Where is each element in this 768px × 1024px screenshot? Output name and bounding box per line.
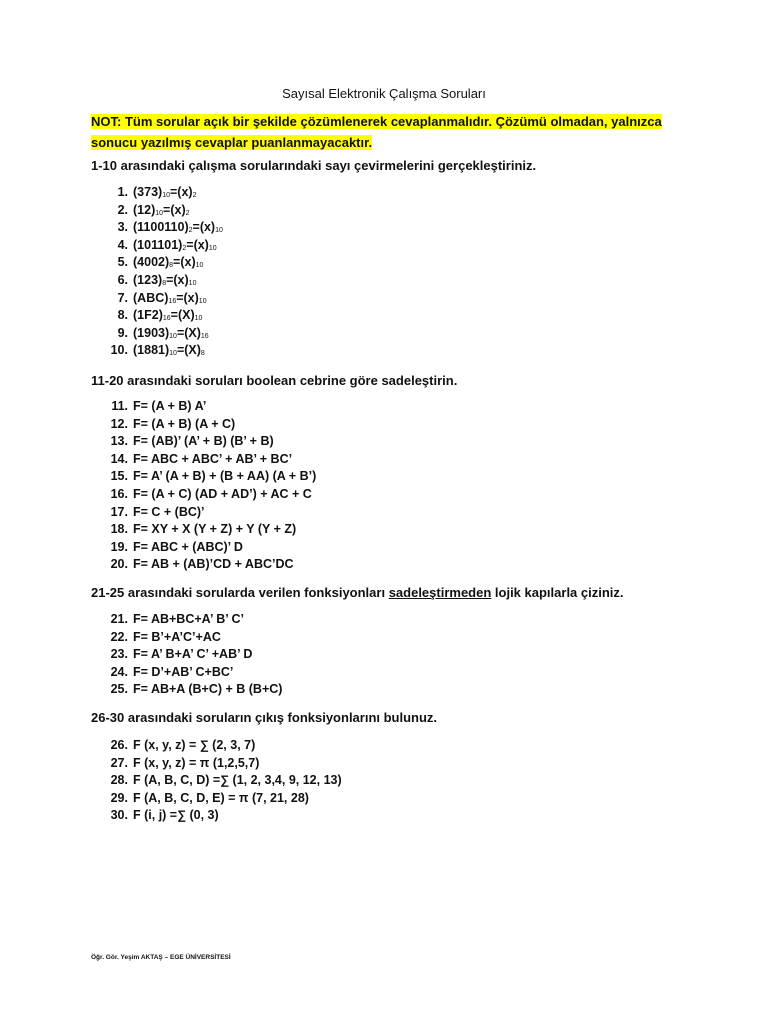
question-item [0,790,342,808]
question-list-3 [0,611,282,699]
question-expression: $(1100110)_2=(x)_{10}$ [133,220,223,235]
question-expression: $(101101)_2=(x)_{10}$ [133,237,217,252]
question-expression: F= AB+A (B+C) + B (B+C) [133,682,283,697]
page-title: Sayısal Elektronik Çalışma Soruları [282,86,486,101]
question-list-4 [0,737,342,825]
question-expression: F= ABC + ABC’ + AB’ + BC’ [133,451,293,466]
question-list-1 [0,184,223,360]
question-number: 9. [117,325,128,340]
question-number: 24. [110,664,128,679]
question-expression: F= A’ (A + B) + (B + AA) (A + B’) [133,469,317,484]
question-item [0,416,316,434]
question-expression: $(1881)_{10}=(X)_8$ [133,343,205,358]
question-item [0,646,282,664]
question-expression: F= (A + B) A’ [133,399,207,413]
question-expression: F= (A + C) (AD + AD’) + AC + C [133,486,312,501]
question-number: 2. [117,202,128,217]
question-number: 17. [110,504,128,519]
question-number: 3. [117,220,128,235]
question-item [0,307,223,325]
question-expression: $(12)_{10}=(x)_2$ [133,202,190,217]
question-item [0,254,223,272]
question-number: 5. [117,255,128,270]
question-item [0,772,342,790]
question-number: 15. [110,469,128,484]
question-item [0,629,282,647]
question-item [0,486,316,504]
question-item [0,202,223,220]
question-item [0,664,282,682]
question-number: 26. [110,738,128,752]
question-number: 23. [110,647,128,662]
question-item [0,342,223,360]
question-number: 4. [117,237,128,252]
question-expression: F= ABC + (ABC)’ D [133,539,243,554]
question-item [0,611,282,629]
question-expression: F= D’+AB’ C+BC’ [133,664,234,679]
question-item [0,184,223,202]
question-item [0,521,316,539]
question-item [0,755,342,773]
section-heading-4: 26-30 arasındaki soruların çıkış fonksiyonlarını bulunuz. [91,710,438,725]
question-number: 10. [110,343,128,358]
question-number: 18. [110,522,128,537]
question-list-2 [0,398,316,574]
question-expression: F (A, B, C, D) =∑ (1, 2, 3,4, 9, 12, 13) [133,773,342,788]
question-expression: $(373)_{10}=(x)_2$ [133,185,197,199]
question-item [0,433,316,451]
question-expression: $(123)_8=(x)_{10}$ [133,272,197,287]
footer-author: Öğr. Gör. Yeşim AKTAŞ – EGE ÜNİVERSİTESİ [91,954,231,961]
question-item [0,737,342,755]
question-expression: F= AB + (AB)’CD + ABC’DC [133,557,294,572]
question-number: 27. [110,755,128,770]
question-expression: F= C + (BC)’ [133,504,205,519]
question-expression: F (A, B, C, D, E) = π (7, 21, 28) [133,790,309,805]
question-number: 14. [110,451,128,466]
question-item [0,539,316,557]
question-expression: F (x, y, z) = π (1,2,5,7) [133,755,260,770]
question-number: 11. [111,399,128,413]
question-number: 22. [110,629,128,644]
question-expression: $(4002)_8=(x)_{10}$ [133,255,204,270]
question-number: 8. [117,308,128,323]
question-item [0,272,223,290]
question-expression: $(ABC)_{16}=(x)_{10}$ [133,290,207,305]
note-highlight [91,111,691,153]
question-expression: F= (AB)’ (A’ + B) (B’ + B) [133,434,274,449]
question-number: 21. [110,612,128,626]
question-expression: F (i, j) =∑ (0, 3) [133,808,219,823]
question-item [0,219,223,237]
question-number: 29. [110,790,128,805]
question-number: 7. [117,290,128,305]
question-item [0,451,316,469]
question-item [0,325,223,343]
question-number: 28. [110,773,128,788]
question-number: 16. [110,486,128,501]
question-expression: $(1F2)_{16}=(X)_{10}$ [133,308,203,323]
question-number: 25. [110,682,128,697]
question-item [0,398,316,416]
question-expression: F= A’ B+A’ C’ +AB’ D [133,647,253,662]
section-heading-1: 1-10 arasındaki çalışma sorularındaki sayı çevirmelerini gerçekleştiriniz. [91,158,537,173]
question-number: 6. [117,272,128,287]
question-expression: F (x, y, z) = ∑ (2, 3, 7) [133,738,256,752]
question-item [0,504,316,522]
question-number: 30. [110,808,128,823]
note-text: NOT: Tüm sorular açık bir şekilde çözümlenerek cevaplanmalıdır. Çözümü olmadan, yalnızca sonucu yazılmış cevaplar puanlanmayacaktır. [91,114,662,150]
question-number: 20. [110,557,128,572]
question-number: 1. [117,185,128,199]
question-item [0,807,342,825]
question-expression: F= AB+BC+A’ B’ C’ [133,612,245,626]
question-item [0,681,282,699]
question-number: 19. [110,539,128,554]
question-item [0,290,223,308]
question-item [0,237,223,255]
question-expression: $(1903)_{10}=(X)_{16}$ [133,325,209,340]
question-expression: F= B’+A’C’+AC [133,629,221,644]
question-item [0,468,316,486]
section-heading-3: 21-25 arasındaki sorularda verilen fonksiyonları sadeleştirmeden lojik kapılarla çiziniz. [91,585,624,600]
question-number: 13. [110,434,128,449]
question-item [0,556,316,574]
question-expression: F= (A + B) (A + C) [133,416,236,431]
section-heading-2: 11-20 arasındaki soruları boolean cebrine göre sadeleştirin. [91,373,458,388]
question-expression: F= XY + X (Y + Z) + Y (Y + Z) [133,522,297,537]
question-number: 12. [110,416,128,431]
